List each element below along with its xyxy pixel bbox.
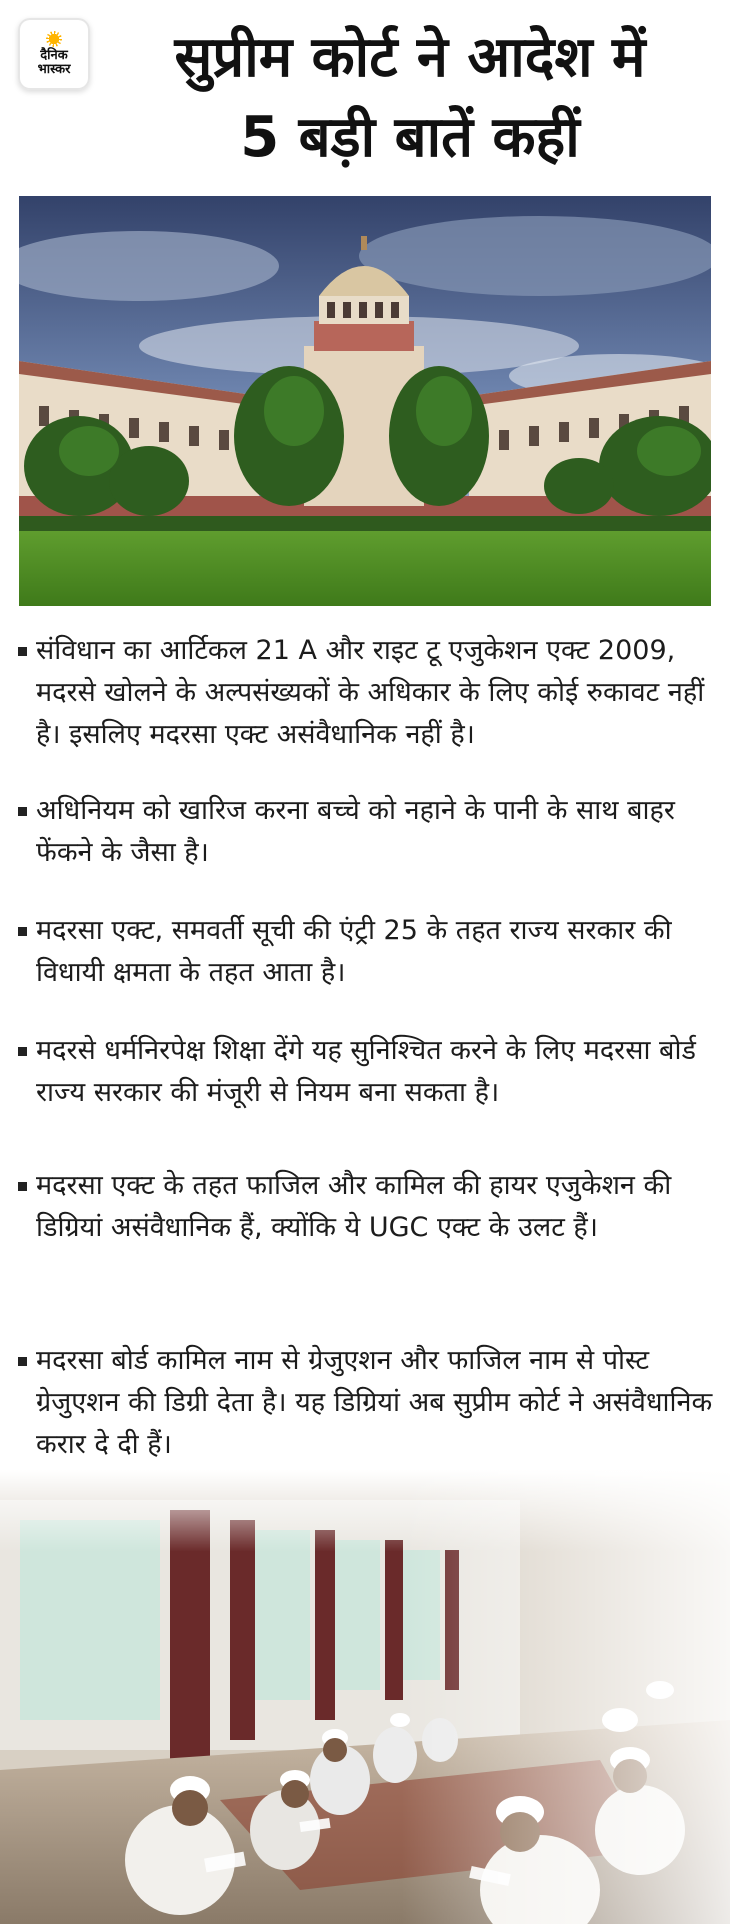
bullet-icon [18,1047,27,1056]
point-1 [18,630,726,756]
bullet-icon [18,807,27,816]
title-line1: सुप्रीम कोर्ट ने आदेश में [174,25,646,90]
point-5 [18,1165,726,1249]
point-text: अधिनियम को खारिज करना बच्चे को नहाने के पानी के साथ बाहर फेंकने के जैसा है। [36,795,675,868]
bullet-icon [18,647,27,656]
point-4 [18,1030,726,1114]
header [0,0,730,190]
sun-icon [46,31,62,47]
point-text: मदरसा एक्ट, समवर्ती सूची की एंट्री 25 के तहत राज्य सरकार की विधायी क्षमता के तहत आता है। [36,915,672,988]
point-text: मदरसा एक्ट के तहत फाजिल और कामिल की हायर एजुकेशन की डिग्रियां असंवैधानिक हैं, क्योंकि ये UGC एक्ट के उलट हैं। [36,1170,672,1243]
point-text: मदरसे धर्मनिरपेक्ष शिक्षा देंगे यह सुनिश्चित करने के लिए मदरसा बोर्ड राज्य सरकार की मंजूरी से नियम बना सकता है। [36,1035,696,1108]
madrasa-students-photo [0,1470,730,1924]
title-line2: 5 बड़ी बातें कहीं [240,105,580,170]
bullet-icon [18,1357,27,1366]
point-text: संविधान का आर्टिकल 21 A और राइट टू एजुकेशन एक्ट 2009, मदरसे खोलने के अल्पसंख्यकों के अधिकार के लिए कोई रुकावट नहीं है। इसलिए मदरसा एक्ट असंवैधानिक नहीं है। [36,635,705,750]
dainik-bhaskar-logo [18,18,90,90]
point-3 [18,910,726,994]
point-text: मदरसा बोर्ड कामिल नाम से ग्रेजुएशन और फाजिल नाम से पोस्ट ग्रेजुएशन की डिग्री देता है। यह डिग्रियां अब सुप्रीम कोर्ट ने असंवैधानिक करार दे दी हैं। [36,1345,713,1460]
logo-line2: भास्कर [37,62,71,77]
supreme-court-photo [19,196,711,606]
bullet-icon [18,1182,27,1191]
point-6 [18,1340,726,1466]
bullet-icon [18,927,27,936]
point-2 [18,790,726,874]
page-title [100,18,720,178]
logo-line1: दैनिक [40,48,68,63]
